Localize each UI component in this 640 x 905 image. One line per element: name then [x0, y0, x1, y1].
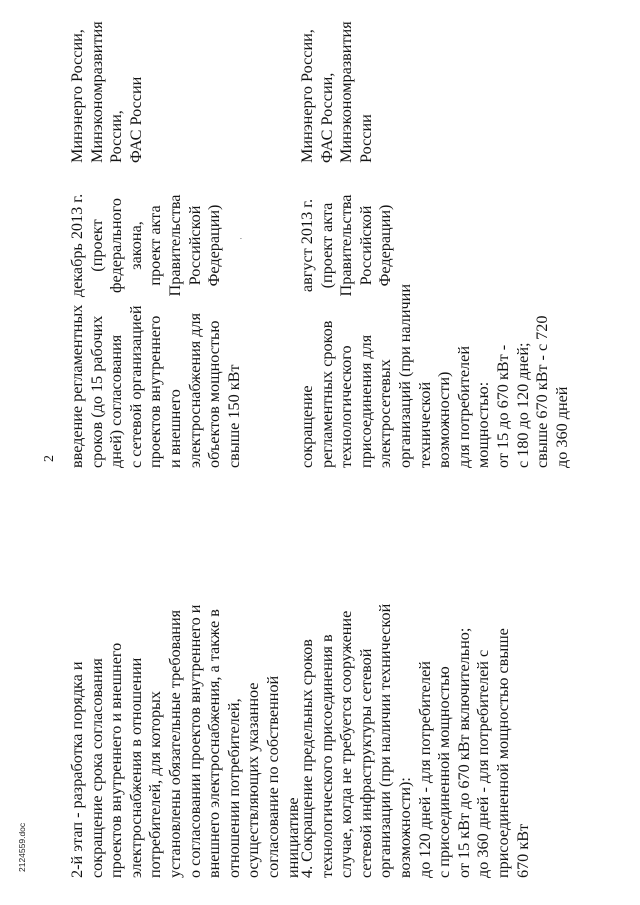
text-line: электроснабжения для	[185, 312, 204, 468]
text-line: электросетевых	[376, 359, 395, 468]
text-line: присоединения для	[356, 334, 375, 468]
text-line: Федерации)	[376, 204, 395, 287]
text-line: для потребителей	[454, 346, 473, 468]
text-line: организации (при наличии технической	[376, 603, 395, 878]
text-line: организаций (при наличии	[395, 283, 414, 468]
text-line: ФАС России	[126, 76, 145, 163]
text-line: от 15 кВт до 670 кВт включительно;	[454, 627, 473, 878]
text-line: до 360 дней	[552, 386, 571, 468]
row-2-deadline	[298, 183, 396, 308]
row-1-deadline	[68, 183, 225, 308]
text-line: инициативе	[283, 797, 302, 878]
text-line: отношении потребителей,	[224, 698, 243, 878]
text-line: сетевой инфраструктуры сетевой	[356, 648, 375, 878]
text-line: возможности):	[395, 777, 414, 878]
row-1-responsible	[68, 8, 146, 163]
text-line: введение регламентных	[68, 304, 86, 468]
text-line: потребителей, для которых	[146, 690, 165, 878]
text-line: свыше 670 кВт - с 720	[533, 315, 552, 468]
text-line: с сетевой организацией	[126, 305, 145, 468]
text-line: (проект акта	[317, 202, 336, 289]
text-line: до 360 дней - для потребителей с	[474, 649, 493, 878]
text-line: мощностью:	[474, 381, 493, 468]
text-line: ФАС России,	[317, 72, 336, 163]
text-line: Минэкономразвития	[87, 21, 106, 163]
text-line: 4. Сокращение предельных сроков	[298, 639, 316, 878]
text-line: объектов мощностью	[205, 320, 224, 468]
text-line: проект акта	[146, 205, 165, 286]
text-line: технологического	[337, 345, 356, 468]
text-line: (проект	[87, 219, 106, 272]
text-line: декабрь 2013 г.	[68, 193, 86, 298]
text-line: до 120 дней - для потребителей	[415, 661, 434, 878]
text-line: и внешнего	[165, 389, 184, 468]
row-2-measure	[298, 578, 533, 878]
text-line: свыше 150 кВт	[224, 364, 243, 468]
text-line: технологического присоединения в	[317, 634, 336, 878]
text-line: России	[356, 114, 375, 163]
document-code: 2124559.doc	[17, 822, 27, 872]
text-line: дней) согласования	[107, 334, 126, 468]
stray-mark: ·	[236, 237, 246, 240]
text-line: Федерации)	[205, 204, 224, 287]
text-line: согласование по собственной	[263, 675, 282, 878]
text-line: сокращение срока согласования	[87, 658, 106, 878]
text-line: с присоединенной мощностью	[435, 666, 454, 878]
text-line: осуществляющих указанное	[244, 682, 263, 878]
text-line: сокращение	[298, 385, 316, 468]
text-line: установлены обязательные требования	[165, 609, 184, 878]
text-line: проектов внутреннего и внешнего	[107, 642, 126, 878]
text-line: проектов внутреннего	[146, 315, 165, 468]
text-line: с 180 до 120 дней;	[513, 342, 532, 468]
text-line: Правительства	[337, 194, 356, 297]
text-line: от 15 до 670 кВт -	[493, 344, 512, 468]
text-line: Минэнерго России,	[68, 29, 86, 163]
text-line: присоединенной мощностью свыше	[493, 628, 512, 878]
text-line: возможности)	[435, 371, 454, 468]
text-line: Российской	[356, 205, 375, 286]
row-1-measure	[68, 578, 303, 878]
text-line: Правительства	[165, 194, 184, 297]
text-line: случае, когда не требуется сооружение	[337, 610, 356, 878]
text-line: закона,	[126, 221, 145, 270]
row-2-responsible	[298, 8, 376, 163]
text-line: Российской	[185, 205, 204, 286]
text-line: о согласовании проектов внутреннего и	[185, 604, 204, 878]
text-line: электроснабжения в отношении	[126, 657, 145, 878]
text-line: внешнего электроснабжения, а также в	[205, 609, 224, 878]
page-number: 2	[42, 455, 57, 462]
text-line: технической	[415, 381, 434, 468]
text-line: Минэкономразвития	[337, 21, 356, 163]
text-line: федерального	[107, 198, 126, 293]
text-line: сроков (до 15 рабочих	[87, 315, 106, 468]
text-line: август 2013 г.	[298, 198, 316, 293]
text-line: регламентных сроков	[317, 320, 336, 468]
text-line: Минэнерго России,	[298, 29, 316, 163]
text-line: 2-й этап - разработка порядка и	[68, 661, 86, 878]
text-line: России,	[107, 110, 126, 163]
text-line: 670 кВт	[513, 823, 532, 878]
